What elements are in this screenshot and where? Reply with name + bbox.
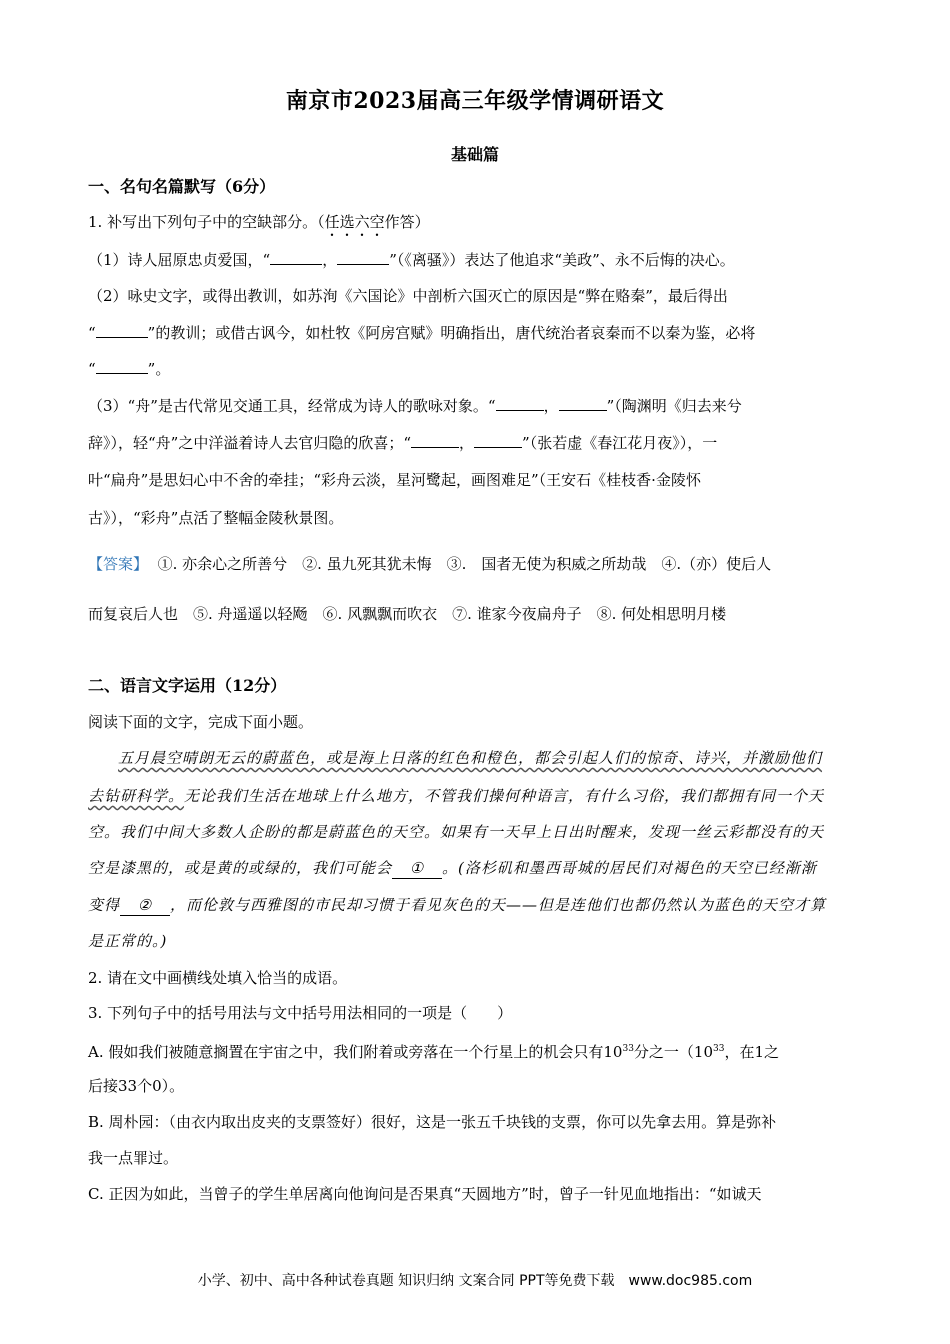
q1-item2-line3	[88, 358, 863, 379]
option-a-line1	[88, 1039, 863, 1062]
blank-1	[270, 249, 322, 265]
item1-comma: ，	[322, 251, 338, 269]
section2-intro: 阅读下面的文字，完成下面小题。	[88, 713, 314, 731]
passage-line4-rest: 。(洛杉矶和墨西哥城的居民们对褐色的天空已经渐渐	[442, 859, 817, 877]
q1-intro	[88, 212, 863, 240]
item3-line2-text: 辞》），轻“舟”之中洋溢着诗人去官归隐的欣喜；“	[88, 434, 412, 452]
passage-line2	[88, 786, 863, 806]
item3-line2-comma: ，	[459, 434, 475, 452]
q1-item2-line2	[88, 322, 863, 343]
question-3: 3. 下列句子中的括号用法与文中括号用法相同的一项是（ ）	[88, 1004, 513, 1022]
blank-3	[96, 322, 148, 338]
passage-line5-text: 变得	[88, 896, 121, 914]
answer-text: ①. 亦余心之所善兮 ②. 虽九死其犹未悔 ③. 国者无使为积威之所劫哉 ④.（亦）使后人	[157, 555, 772, 573]
page-title: 南京市2023届高三年级学情调研语文	[285, 88, 665, 114]
q1-intro-text: 1. 补写出下列句子中的空缺部分。（	[88, 213, 325, 231]
item1-text: （1）诗人屈原忠贞爱国，“	[88, 251, 271, 269]
q1-item3-line4: 古》），“彩舟”点活了整幅金陵秋景图。	[88, 509, 344, 527]
blank-2	[337, 249, 389, 265]
passage-line4	[88, 858, 863, 879]
item3-line2-text-end: ”（张若虚《春江花月夜》），一	[522, 434, 718, 452]
question-2: 2. 请在文中画横线处填入恰当的成语。	[88, 969, 348, 987]
item3-comma: ，	[543, 397, 559, 415]
passage-line1	[118, 748, 893, 768]
q1-item3-line3: 叶“扁舟”是思妇心中不舍的牵挂；“彩舟云淡，星河鹭起，画图难足”（王安石《桂枝香·金陵怀	[88, 471, 701, 489]
passage-line4-text: 空是漆黑的，或是黄的或绿的，我们可能会	[88, 859, 393, 877]
option-a-text-2: 分之一（10	[633, 1043, 714, 1061]
item2-quote-open: “	[88, 324, 96, 342]
passage-wavy-2: 去钻研科学。	[88, 787, 185, 805]
option-a-sup1: 33	[622, 1044, 634, 1054]
q1-intro-emphasis: 任选六空	[324, 213, 385, 231]
answer-line2: 而复哀后人也 ⑤. 舟遥遥以轻飏 ⑥. 风飘飘而吹衣 ⑦. 谁家今夜扁舟子 ⑧. 何处相思明月楼	[88, 605, 727, 623]
q1-item3-line1	[88, 395, 863, 416]
item2-quote-open-2: “	[88, 360, 96, 378]
option-a-text: A. 假如我们被随意搁置在宇宙之中，我们附着或旁落在一个行星上的机会只有10	[88, 1043, 623, 1061]
q1-item1	[88, 249, 863, 270]
passage-line6: 是正常的。)	[88, 932, 168, 950]
q1-item3-line2	[88, 432, 863, 453]
item3-text-end: ”（陶渊明《归去来兮	[606, 397, 742, 415]
item3-text: （3）“舟”是古代常见交通工具，经常成为诗人的歌咏对象。“	[88, 397, 496, 415]
blank-circle-2: ②	[120, 895, 170, 916]
passage-wavy-1: 五月晨空晴朗无云的蔚蓝色，或是海上日落的红色和橙色，都会引起人们的惊奇、诗兴，并激励他们	[118, 749, 823, 767]
item2-text: ”的教训；或借古讽今，如杜牧《阿房宫赋》明确指出，唐代统治者哀秦而不以秦为鉴，必将	[147, 324, 756, 342]
blank-5	[496, 395, 544, 411]
page-footer: 小学、初中、高中各种试卷真题 知识归纳 文案合同 PPT等免费下载 www.doc985.com	[197, 1273, 753, 1289]
q1-item2-line1: （2）咏史文字，或得出教训，如苏洵《六国论》中剖析六国灭亡的原因是“弊在赂秦”，最后得出	[88, 287, 728, 305]
option-a-sup2: 33	[713, 1044, 725, 1054]
option-b-line1: B. 周朴园：（由衣内取出皮夹的支票签好）很好，这是一张五千块钱的支票，你可以先拿去用。算是弥补	[88, 1113, 777, 1131]
blank-7	[411, 432, 459, 448]
blank-circle-1: ①	[392, 858, 442, 879]
option-a-line2: 后接33个0）。	[88, 1077, 185, 1095]
answer-tag: 【答案】	[88, 555, 149, 573]
passage-line2-text: 无论我们生活在地球上什么地方，不管我们操何种语言，有什么习俗，我们都拥有同一个天	[184, 787, 825, 805]
passage-line5	[88, 895, 863, 916]
answer-line1	[88, 554, 863, 574]
section1-heading: 一、名句名篇默写（6分）	[88, 177, 276, 196]
blank-8	[474, 432, 522, 448]
option-a-text-3: ，在1之	[724, 1043, 780, 1061]
item1-text-end: ”（《离骚》）表达了他追求“美政”、永不后悔的决心。	[389, 251, 735, 269]
option-b-line2: 我一点罪过。	[88, 1149, 179, 1167]
page-subtitle: 基础篇	[450, 145, 499, 164]
section2-heading: 二、语言文字运用（12分）	[88, 676, 287, 695]
option-c-line1: C. 正因为如此，当曾子的学生单居离向他询问是否果真“天圆地方”时，曾子一针见血地指出：“如诚天	[88, 1185, 762, 1203]
passage-line5-rest: ，而伦敦与西雅图的市民却习惯于看见灰色的天——但是连他们也都仍然认为蓝色的天空才算	[170, 896, 827, 914]
item2-text-end: ”。	[147, 360, 171, 378]
blank-6	[559, 395, 607, 411]
q1-intro-text-end: 作答）	[384, 213, 430, 231]
blank-4	[96, 358, 148, 374]
passage-line3: 空。我们中间大多数人企盼的都是蔚蓝色的天空。如果有一天早上日出时醒来，发现一丝云彩都没有的天	[88, 823, 825, 841]
